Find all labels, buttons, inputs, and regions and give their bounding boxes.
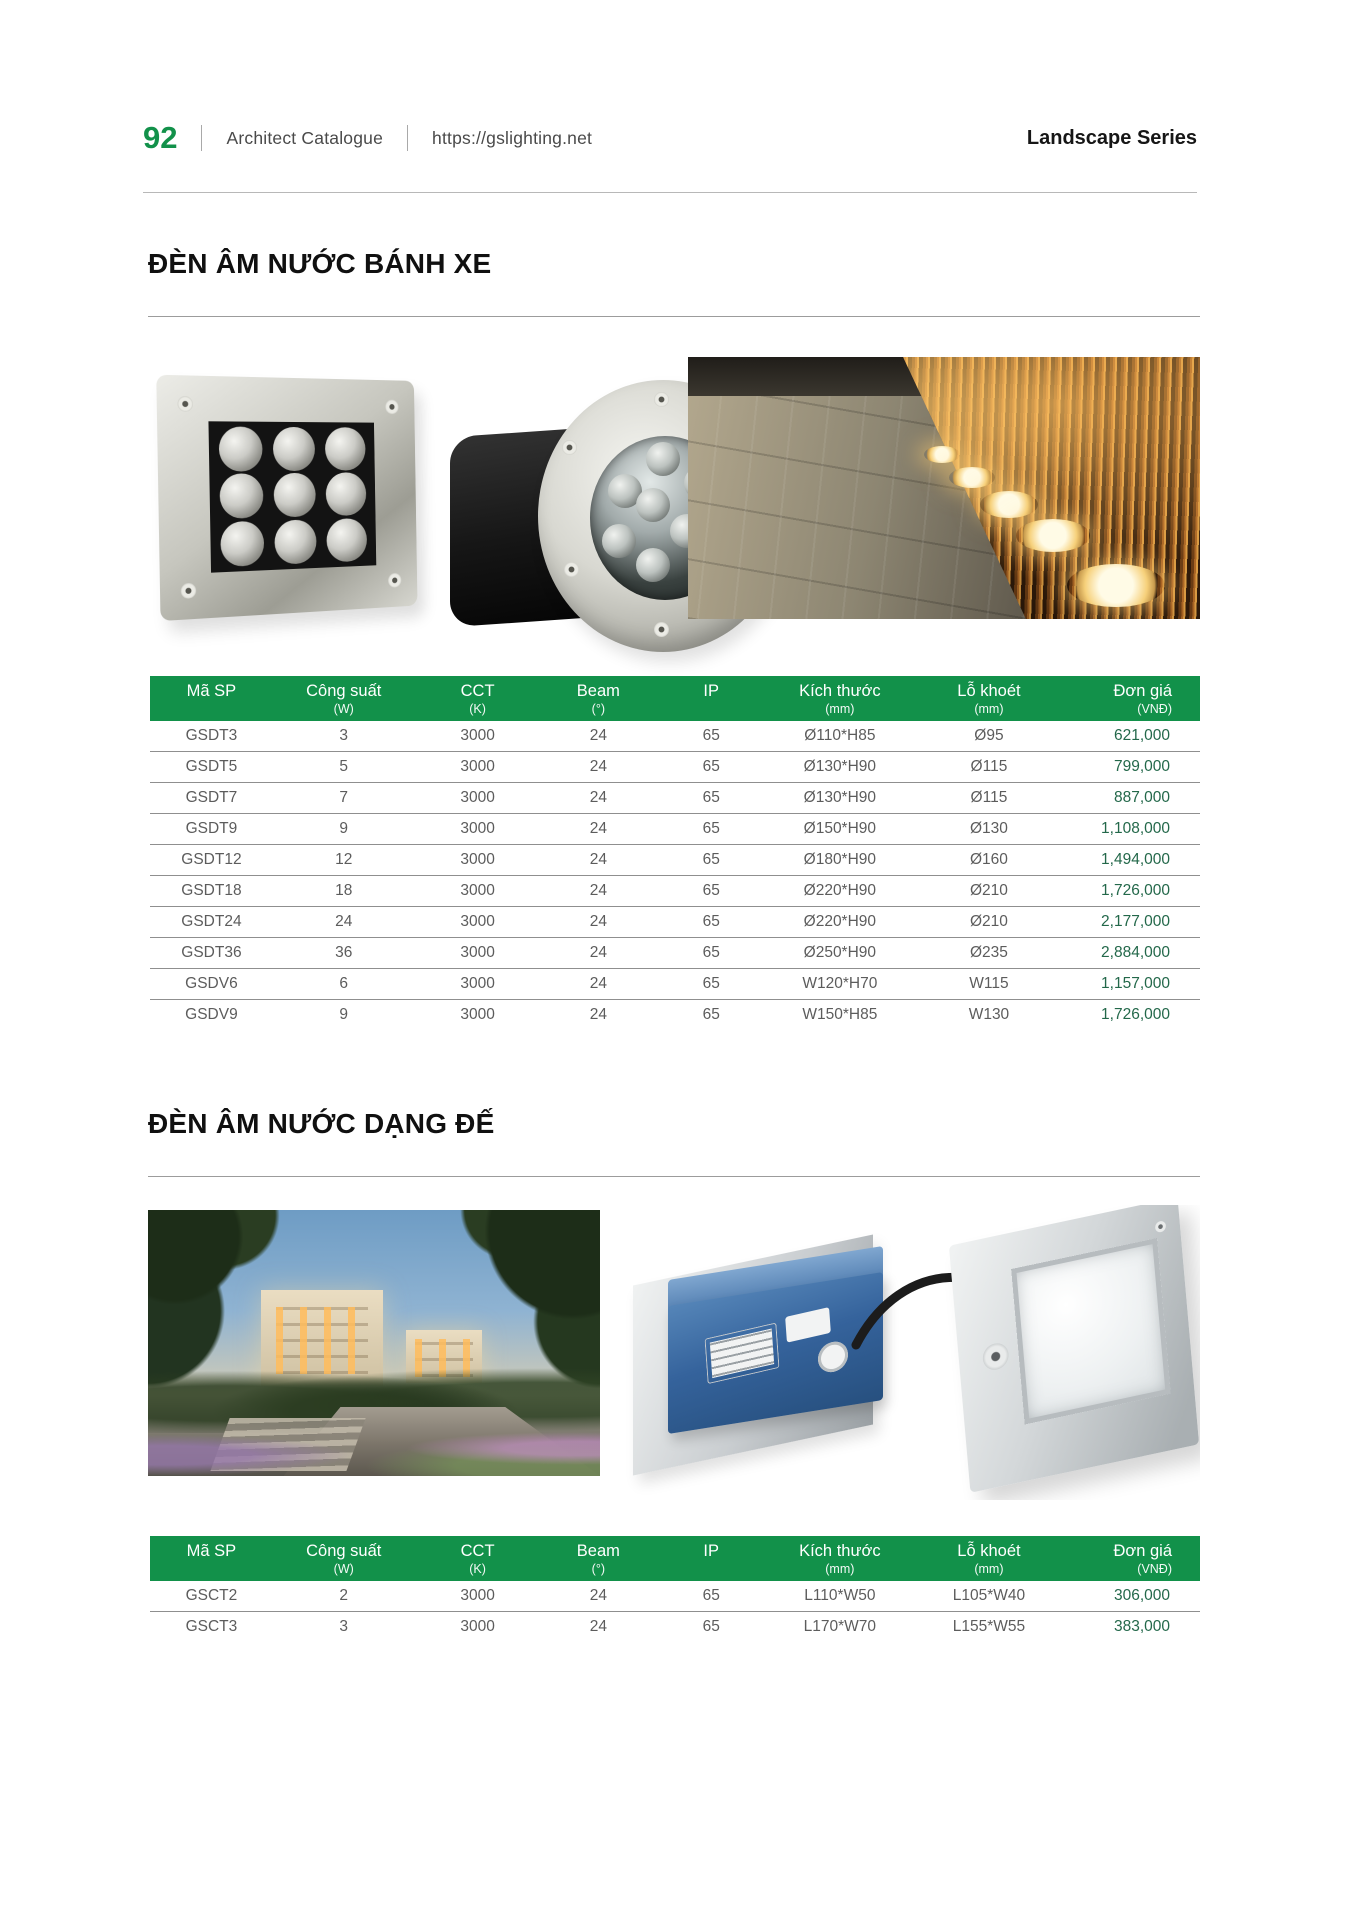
garden-installation-photo [148, 1210, 600, 1476]
screw-icon [982, 1341, 1010, 1372]
spec-cell: 7 [273, 783, 415, 814]
spec-cell: 65 [656, 876, 766, 907]
spec-cell: 65 [656, 814, 766, 845]
spec-cell: Ø115 [913, 783, 1064, 814]
column-header: Mã SP [150, 1536, 273, 1581]
website-link[interactable]: https://gslighting.net [432, 127, 593, 148]
product-code-cell: GSCT2 [185, 1587, 238, 1604]
spec-cell: 3000 [415, 876, 541, 907]
spec-cell: 12 [273, 845, 415, 876]
table-row [150, 876, 1200, 907]
spec-cell: L170*W70 [766, 1612, 913, 1643]
spec-cell: 18 [273, 876, 415, 907]
screw-icon [385, 400, 398, 415]
section-title-dang-de: ĐÈN ÂM NƯỚC DẠNG ĐẾ [148, 1108, 495, 1139]
screw-icon [388, 573, 401, 588]
spec-cell: 24 [541, 1000, 657, 1031]
column-header: Kích thước (mm) [766, 676, 913, 721]
cert-label [785, 1307, 831, 1343]
price-cell: 383,000 [1065, 1612, 1200, 1643]
header-rule [143, 192, 1197, 193]
screw-icon [181, 583, 197, 599]
spec-cell: 3000 [460, 1587, 495, 1604]
column-header: Công suất (W) [273, 1536, 415, 1581]
price-cell: 887,000 [1065, 783, 1200, 814]
column-header: Công suất (W) [273, 676, 415, 721]
column-header: Beam (°) [541, 676, 657, 721]
spec-cell: 24 [541, 1612, 657, 1643]
table-header-row [150, 676, 1200, 721]
product-code-cell: GSDT36 [150, 938, 273, 969]
header-divider [407, 125, 408, 151]
product-code-cell: GSDV6 [150, 969, 273, 1000]
spec-label [704, 1322, 779, 1384]
spec-cell: Ø210 [913, 907, 1064, 938]
spec-cell: Ø220*H90 [766, 876, 913, 907]
ground-light-glow [1067, 564, 1165, 607]
price-cell: 799,000 [1065, 752, 1200, 783]
spec-cell: 3000 [415, 783, 541, 814]
spec-cell: 3000 [415, 1612, 541, 1643]
spec-cell: 3000 [415, 938, 541, 969]
section1-images [150, 350, 1200, 630]
spec-cell: 65 [702, 1587, 720, 1604]
spec-cell: Ø130*H90 [766, 783, 913, 814]
spec-table-dang-de [150, 1536, 1200, 1642]
page-number: 92 [143, 120, 178, 155]
section-title-banh-xe: ĐÈN ÂM NƯỚC BÁNH XE [148, 248, 492, 279]
spec-cell: 24 [541, 814, 657, 845]
spec-cell: 65 [656, 752, 766, 783]
spec-cell: Ø130 [913, 814, 1064, 845]
spec-cell: 65 [656, 783, 766, 814]
spec-cell: 24 [541, 876, 657, 907]
price-cell: 1,726,000 [1065, 1000, 1200, 1031]
spec-cell: 5 [273, 752, 415, 783]
spec-cell: Ø250*H90 [766, 938, 913, 969]
spec-cell: 24 [273, 907, 415, 938]
product-code-cell: GSDV9 [150, 1000, 273, 1031]
table-row [150, 814, 1200, 845]
ground-light-glow [949, 467, 995, 488]
section2-table-wrap [150, 1536, 1200, 1642]
table-row [150, 845, 1200, 876]
catalogue-name: Architect Catalogue [226, 127, 384, 148]
product-code-cell: GSDT7 [150, 783, 273, 814]
column-header: CCT (K) [415, 676, 541, 721]
spec-cell: 24 [541, 845, 657, 876]
spec-cell: 3000 [415, 969, 541, 1000]
spec-cell: 24 [541, 752, 657, 783]
spec-cell: 36 [273, 938, 415, 969]
spec-cell: 3000 [415, 907, 541, 938]
column-header: Lỗ khoét (mm) [913, 1536, 1064, 1581]
screw-icon [564, 562, 579, 577]
spec-cell: 3000 [415, 752, 541, 783]
section-rule [148, 1176, 1200, 1177]
spec-cell: 24 [541, 907, 657, 938]
spec-cell: 65 [656, 1612, 766, 1643]
table-row [150, 1612, 1200, 1643]
spec-cell: Ø95 [974, 727, 1004, 744]
price-cell: 621,000 [1113, 727, 1170, 744]
screw-icon [1155, 1220, 1167, 1233]
spec-cell: 24 [589, 1587, 607, 1604]
spec-cell: 3000 [460, 727, 495, 744]
column-header: Kích thước (mm) [766, 1536, 913, 1581]
square-inground-light-photo [156, 375, 417, 621]
ground-light-glow [980, 491, 1038, 518]
page-header [143, 118, 1197, 158]
price-cell: 1,157,000 [1065, 969, 1200, 1000]
column-header: Đơn giá (VNĐ) [1065, 1536, 1200, 1581]
spec-cell: Ø130*H90 [766, 752, 913, 783]
spec-cell: 24 [541, 783, 657, 814]
column-header: Beam (°) [541, 1536, 657, 1581]
spec-cell: Ø235 [913, 938, 1064, 969]
spec-cell: Ø150*H90 [766, 814, 913, 845]
series-name: Landscape Series [1026, 126, 1197, 149]
product-code-cell: GSDT9 [150, 814, 273, 845]
price-cell: 1,726,000 [1065, 876, 1200, 907]
spec-cell: Ø180*H90 [766, 845, 913, 876]
spec-cell: W130 [913, 1000, 1064, 1031]
spec-cell: Ø220*H90 [766, 907, 913, 938]
product-code-cell: GSDT3 [185, 727, 238, 744]
table-header-row [150, 1536, 1200, 1581]
frosted-glass-window [1011, 1238, 1170, 1424]
screw-icon [177, 396, 193, 412]
price-cell: 2,884,000 [1065, 938, 1200, 969]
table-row [150, 969, 1200, 1000]
screw-icon [654, 622, 669, 637]
table-row [150, 938, 1200, 969]
section1-table-wrap [150, 676, 1200, 1030]
spec-cell: L155*W55 [913, 1612, 1064, 1643]
header-divider [201, 125, 202, 151]
product-code-cell: GSDT5 [150, 752, 273, 783]
spec-cell: Ø110*H85 [804, 727, 876, 744]
price-cell: 2,177,000 [1065, 907, 1200, 938]
column-header: IP [656, 676, 766, 721]
spec-cell: 3 [273, 1612, 415, 1643]
column-header: Lỗ khoét (mm) [913, 676, 1064, 721]
spec-cell: L110*W50 [804, 1587, 876, 1604]
spec-cell: W115 [913, 969, 1064, 1000]
spec-cell: 3000 [415, 1000, 541, 1031]
spec-cell: 3000 [415, 814, 541, 845]
spec-cell: Ø115 [913, 752, 1064, 783]
spec-cell: 9 [273, 1000, 415, 1031]
table-row [150, 907, 1200, 938]
column-header: Đơn giá (VNĐ) [1065, 676, 1200, 721]
ce-mark [817, 1339, 849, 1375]
spec-cell: Ø210 [913, 876, 1064, 907]
spec-cell: 2 [339, 1587, 349, 1604]
table-row [150, 721, 1200, 752]
spec-cell: 3000 [415, 845, 541, 876]
spec-cell: 65 [656, 1000, 766, 1031]
product-code-cell: GSDT24 [150, 907, 273, 938]
spec-cell: 9 [273, 814, 415, 845]
spec-cell: 65 [656, 938, 766, 969]
table-row [150, 1581, 1200, 1612]
spec-cell: 24 [541, 938, 657, 969]
step-light-product-photo [613, 1205, 1200, 1500]
section-rule [148, 316, 1200, 317]
column-header: Mã SP [150, 676, 273, 721]
walkway-installation-photo [688, 357, 1200, 619]
spec-cell: 24 [589, 727, 607, 744]
spec-cell: 65 [656, 969, 766, 1000]
step-light-front-plate [949, 1205, 1199, 1493]
price-cell: 1,108,000 [1065, 814, 1200, 845]
product-code-cell: GSCT3 [150, 1612, 273, 1643]
spec-cell: 65 [656, 845, 766, 876]
section2-images [148, 1205, 1200, 1500]
spec-cell: W120*H70 [766, 969, 913, 1000]
spec-cell: 65 [656, 907, 766, 938]
price-cell: 1,494,000 [1065, 845, 1200, 876]
product-code-cell: GSDT12 [150, 845, 273, 876]
spec-cell: 6 [273, 969, 415, 1000]
product-code-cell: GSDT18 [150, 876, 273, 907]
spec-cell: 65 [702, 727, 720, 744]
table-row [150, 752, 1200, 783]
led-array [208, 421, 376, 572]
table-row [150, 1000, 1200, 1031]
column-header: CCT (K) [415, 1536, 541, 1581]
spec-cell: 24 [541, 969, 657, 1000]
column-header: IP [656, 1536, 766, 1581]
spec-cell: L105*W40 [952, 1587, 1026, 1604]
table-row [150, 783, 1200, 814]
spec-cell: 3 [339, 727, 349, 744]
screw-icon [654, 392, 669, 407]
screw-icon [562, 440, 577, 455]
spec-table-banh-xe [150, 676, 1200, 1030]
spec-cell: Ø160 [913, 845, 1064, 876]
spec-cell: W150*H85 [766, 1000, 913, 1031]
price-cell: 306,000 [1113, 1587, 1170, 1604]
ground-light-glow [924, 446, 960, 463]
